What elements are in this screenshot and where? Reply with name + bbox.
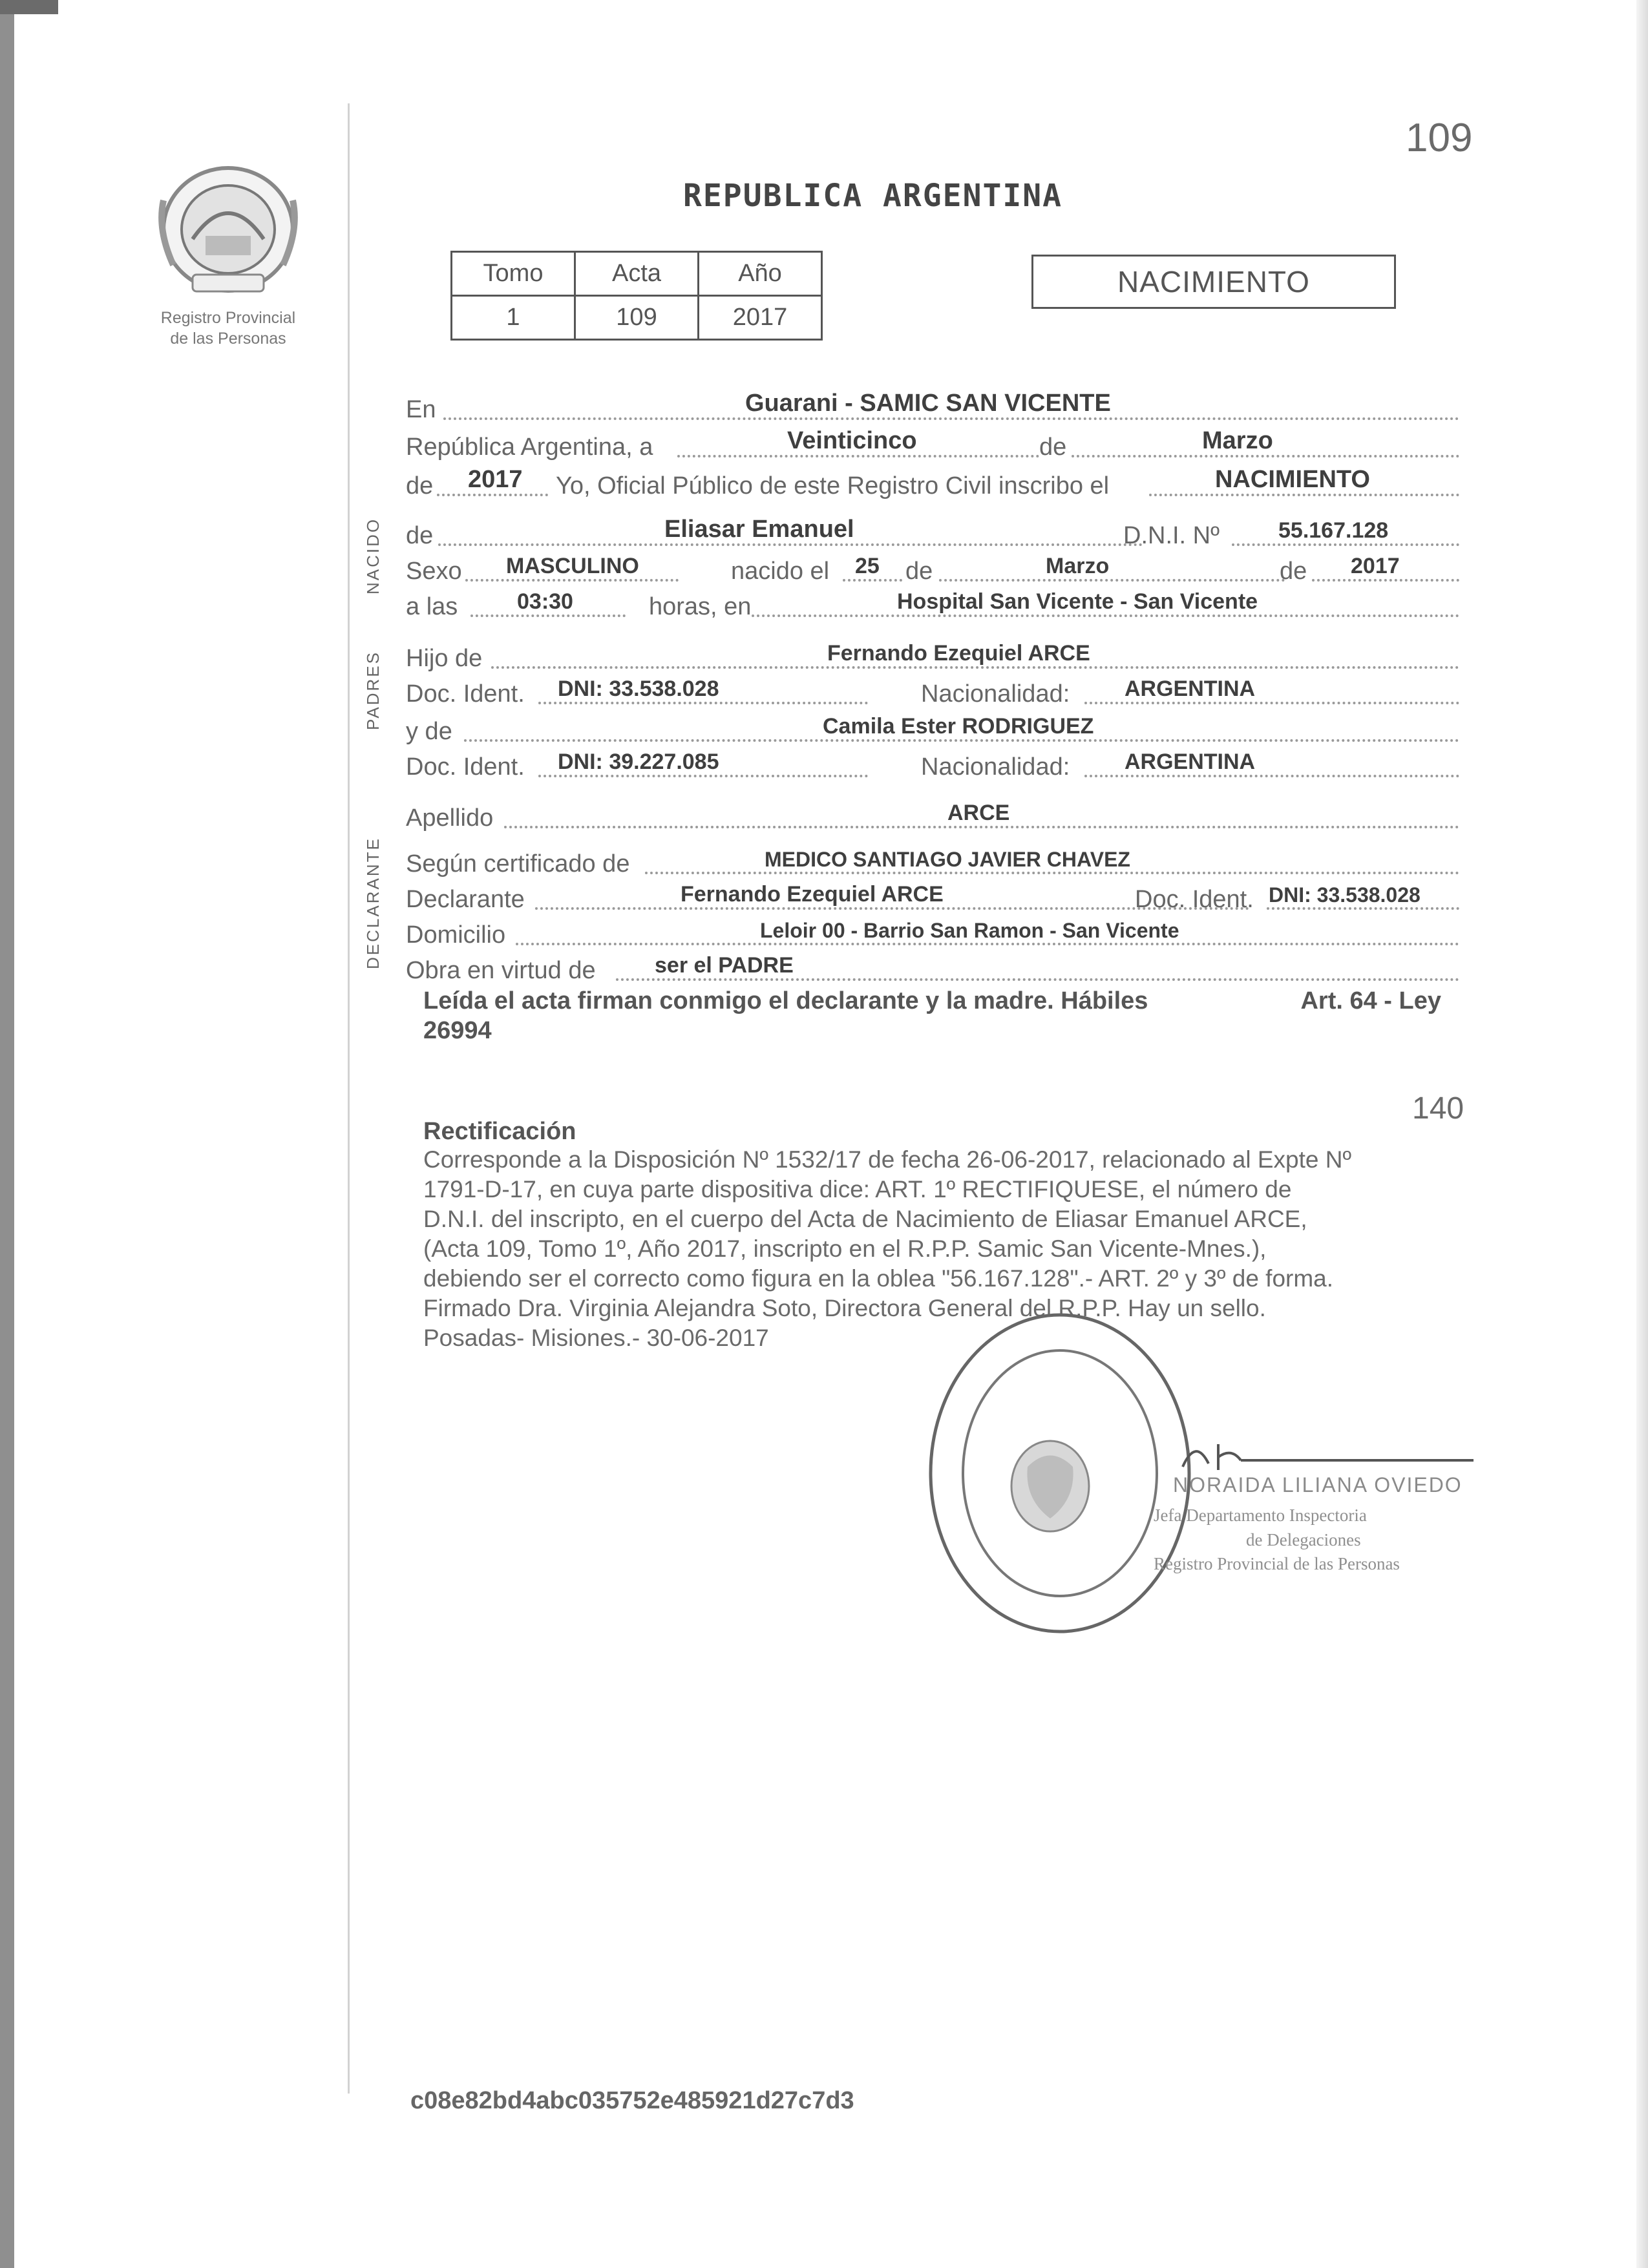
value-declarante: Fernando Ezequiel ARCE [681,882,944,907]
value-sexo: MASCULINO [506,554,639,578]
value-mes-letras: Marzo [1202,427,1273,454]
rectification-line: 1791-D-17, en cuya parte dispositiva dice: ART. 1º RECTIFIQUESE, el número de [423,1176,1292,1202]
form-row-hora [406,585,1459,624]
label-doc-ident-padre: Doc. Ident. [406,680,525,708]
section-label-padres: PADRES [363,651,383,730]
value-obra: ser el PADRE [655,953,794,978]
value-anio-nac: 2017 [1351,554,1400,578]
record-type-box: NACIMIENTO [1031,255,1396,309]
value-nombre: Eliasar Emanuel [664,516,854,543]
section-label-declarante: DECLARANTE [363,837,383,969]
logo-caption-line1: Registro Provincial [160,309,296,327]
form-row-certificado [406,842,1459,881]
form-row-declarante [406,877,1459,916]
label-hijo-de: Hijo de [406,645,483,672]
label-domicilio: Domicilio [406,921,506,949]
label-nacionalidad-padre: Nacionalidad: [921,680,1070,708]
label-horas-en: horas, en [649,593,752,620]
form-row-madre-doc [406,745,1459,784]
label-de: de [1039,434,1067,461]
label-doc-ident-madre: Doc. Ident. [406,753,525,781]
record-table [450,251,823,341]
label-dni-no: D.N.I. Nº [1123,522,1220,549]
rectification-line: D.N.I. del inscripto, en el cuerpo del Acta de Nacimiento de Eliasar Emanuel ARCE, [423,1206,1307,1232]
table-value-acta: 109 [575,296,699,340]
value-dia: 25 [855,554,880,578]
value-lugar-nac: Hospital San Vicente - San Vicente [897,589,1258,614]
value-dni: 55.167.128 [1278,518,1389,543]
form-row-obra [406,949,1459,987]
value-apellido: ARCE [947,801,1010,825]
form-row-madre [406,709,1459,748]
rectification-title: Rectificación [423,1118,576,1145]
form-row-padre-doc [406,672,1459,711]
label-nacido-el: nacido el [731,558,830,585]
section-label-nacido: NACIDO [363,517,383,594]
document-title: REPUBLICA ARGENTINA [683,178,1063,214]
official-role-line1: Jefa Departamento Inspectoria [1154,1506,1367,1525]
official-role-line2: de Delegaciones [1246,1530,1361,1549]
form-row-padre [406,636,1459,675]
value-lugar: Guarani - SAMIC SAN VICENTE [745,390,1111,417]
page-number: 109 [1406,116,1473,160]
value-madre-doc: DNI: 39.227.085 [558,750,719,774]
value-padre: Fernando Ezequiel ARCE [827,641,1090,666]
official-stamp [921,1305,1199,1641]
label-declarante: Declarante [406,886,525,913]
form-row-fecha [406,425,1459,464]
label-en: En [406,396,436,423]
value-hora: 03:30 [517,589,573,614]
closing-note-line1: Leída el acta firman conmigo el declarante y la madre. Hábiles [423,987,1148,1014]
table-header-anio: Año [699,252,822,296]
value-madre-nac: ARGENTINA [1125,750,1256,774]
form-row-lugar [406,388,1459,426]
official-name: NORAIDA LILIANA OVIEDO [1173,1473,1463,1496]
margin-line [348,103,350,2094]
closing-note [423,987,1441,1045]
label-de-nombre: de [406,522,434,549]
closing-note-article: Art. 64 - Ley [1300,987,1441,1014]
label-yo-oficial: Yo, Oficial Público de este Registro Civil inscribo el [556,472,1110,499]
form-row-apellido [406,796,1459,835]
value-anio: 2017 [468,466,523,493]
form-row-nombre [406,514,1459,552]
value-tipo-inscripcion: NACIMIENTO [1215,466,1370,493]
value-madre: Camila Ester RODRIGUEZ [823,714,1094,739]
label-apellido: Apellido [406,804,494,832]
form-row-domicilio [406,913,1459,952]
value-padre-nac: ARGENTINA [1125,677,1256,701]
label-nacionalidad-madre: Nacionalidad: [921,753,1070,781]
label-sexo: Sexo [406,558,462,585]
rectification-line: Firmado Dra. Virginia Alejandra Soto, Directora General del R.P.P. Hay un sello. [423,1295,1266,1321]
table-header-tomo: Tomo [452,252,575,296]
signature [1170,1438,1480,1476]
value-mes: Marzo [1046,554,1110,578]
table-header-acta: Acta [575,252,699,296]
form-row-sexo [406,549,1459,588]
value-certificado: MEDICO SANTIAGO JAVIER CHAVEZ [765,848,1130,871]
official-role-line3: Registro Provincial de las Personas [1154,1554,1400,1573]
rectification-line: (Acta 109, Tomo 1º, Año 2017, inscripto en el R.P.P. Samic San Vicente-Mnes.), [423,1235,1267,1262]
table-value-tomo: 1 [452,296,575,340]
form-row-inscripcion [406,464,1459,503]
rectification-number: 140 [1412,1091,1464,1126]
province-seal-logo [154,162,302,297]
value-padre-doc: DNI: 33.538.028 [558,677,719,701]
logo-caption [147,308,309,349]
value-domicilio: Leloir 00 - Barrio San Ramon - San Vicente [760,919,1179,942]
value-declarante-doc: DNI: 33.538.028 [1269,883,1421,907]
label-obra-en-virtud: Obra en virtud de [406,957,596,984]
document-hash: c08e82bd4abc035752e485921d27c7d3 [410,2087,854,2114]
label-de-anio: de [406,472,434,499]
rectification-line: debiendo ser el correcto como figura en la oblea "56.167.128".- ART. 2º y 3º de forma. [423,1265,1334,1292]
rectification-line: Posadas- Misiones.- 30-06-2017 [423,1325,769,1351]
label-republica: República Argentina, a [406,434,653,461]
table-value-anio: 2017 [699,296,822,340]
label-de-mes: de [905,558,933,585]
label-de-anio-nac: de [1280,558,1307,585]
scan-edge-top [0,0,58,14]
closing-note-line2: 26994 [423,1017,492,1044]
label-y-de: y de [406,718,452,745]
logo-caption-line2: de las Personas [170,330,286,348]
value-dia-letras: Veinticinco [787,427,917,454]
scan-edge-right [1636,0,1648,2268]
label-doc-ident-declarante: Doc. Ident. [1135,886,1254,913]
scan-edge-left [0,0,14,2268]
rectification-line: Corresponde a la Disposición Nº 1532/17 de fecha 26-06-2017, relacionado al Expte Nº [423,1146,1351,1173]
label-a-las: a las [406,593,458,620]
label-segun-certificado: Según certificado de [406,850,630,877]
